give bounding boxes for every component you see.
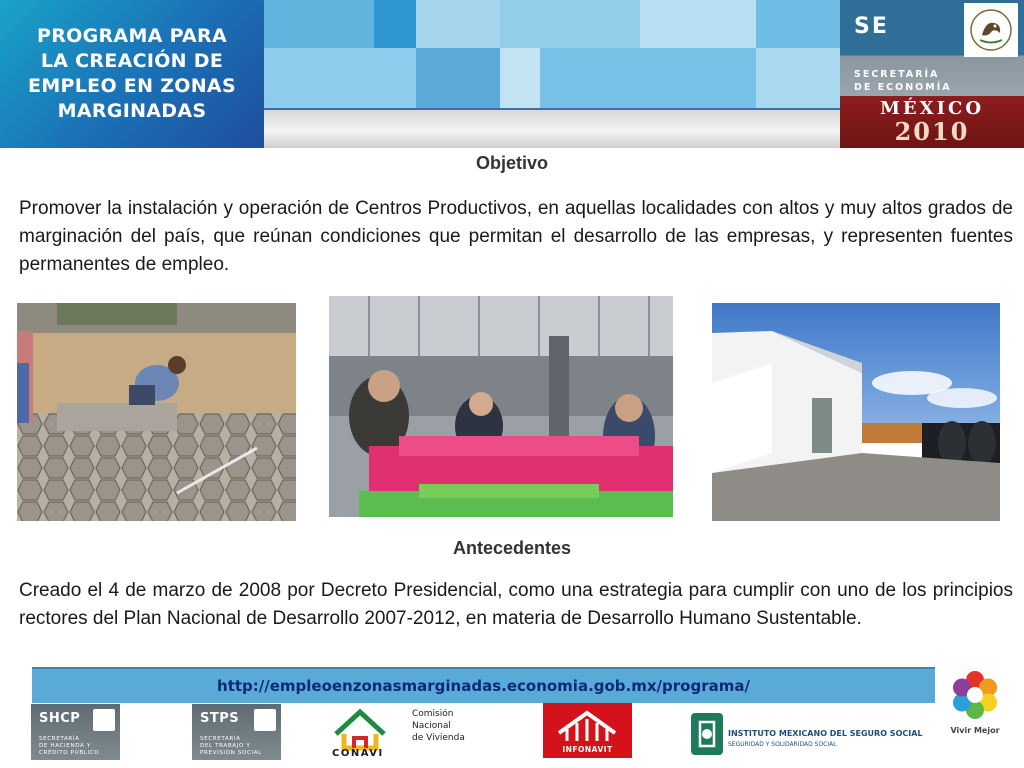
program-url-link[interactable]: http://empleoenzonasmarginadas.economia.gob.mx/programa/ — [217, 677, 750, 695]
header-gray-bar — [264, 110, 840, 148]
imss-logo — [690, 712, 923, 758]
antecedentes-heading: Antecedentes — [452, 538, 572, 558]
photo-paving-workers — [17, 303, 296, 521]
mosaic-tile — [374, 0, 416, 48]
program-title: PROGRAMA PARA LA CREACIÓN DE EMPLEO EN ZONAS MARGINADAS — [28, 25, 236, 122]
vivir-mejor-label: Vivir Mejor — [950, 726, 1000, 735]
vivir-mejor-logo — [945, 668, 1005, 740]
mexico-2010-logo — [840, 96, 1024, 148]
stps-logo — [192, 704, 281, 760]
mexican-coat-of-arms-icon — [93, 709, 115, 731]
stps-abbreviation: STPS — [200, 711, 240, 726]
program-url-banner — [32, 667, 935, 703]
infonavit-abbreviation: INFONAVIT — [562, 745, 613, 754]
mosaic-tile — [756, 0, 840, 48]
mosaic-tile — [756, 48, 840, 108]
mexican-coat-of-arms-icon — [254, 709, 276, 731]
imss-tagline: SEGURIDAD Y SOLIDARIDAD SOCIAL — [728, 741, 837, 748]
slide-header — [0, 0, 1024, 148]
mexican-coat-of-arms-icon — [964, 3, 1018, 57]
program-title-box — [0, 0, 264, 148]
mosaic-tile — [416, 48, 500, 108]
mosaic-tile — [500, 48, 540, 108]
shcp-abbreviation: SHCP — [39, 711, 81, 726]
vivir-mejor-flower-icon — [945, 668, 1005, 724]
imss-name: INSTITUTO MEXICANO DEL SEGURO SOCIAL — [728, 729, 923, 738]
conavi-logo — [330, 704, 480, 760]
mexico-year: 2010 — [894, 117, 970, 146]
mosaic-tile — [264, 48, 416, 108]
infonavit-house-icon — [543, 705, 632, 745]
secretaria-economia-logo — [840, 0, 1024, 96]
shcp-logo — [31, 704, 120, 760]
mosaic-tile — [640, 0, 756, 48]
mosaic-tile — [500, 0, 640, 48]
mosaic-tile — [540, 48, 756, 108]
conavi-abbreviation: CONAVI — [332, 748, 384, 759]
header-mosaic-banner — [264, 0, 840, 110]
mosaic-tile — [264, 0, 374, 48]
mosaic-tile — [416, 0, 500, 48]
conavi-name: Comisión Nacional de Vivienda — [412, 709, 465, 743]
photo-industrial-building — [712, 303, 1000, 521]
mexico-word: MÉXICO — [879, 98, 985, 119]
shcp-name: SECRETARÍA DE HACIENDA Y CRÉDITO PÚBLICO — [39, 736, 100, 756]
se-full-name: SECRETARÍA DE ECONOMÍA — [854, 69, 952, 93]
objetivo-paragraph: Promover la instalación y operación de Centros Productivos, en aquellas localidades con altos y muy altos grados de marginación del país, que reúnan condiciones que permitan el desarrollo de las empresas, y representen fuentes permanentes de empleo. — [19, 198, 1013, 275]
antecedentes-paragraph: Creado el 4 de marzo de 2008 por Decreto Presidencial, como una estrategia para cumplir con uno de los principios rectores del Plan Nacional de Desarrollo 2007-2012, en materia de Desarrollo Humano Sustentable. — [19, 580, 1013, 629]
stps-name: SECRETARÍA DEL TRABAJO Y PREVISIÓN SOCIAL — [200, 736, 262, 756]
imss-emblem-icon — [690, 712, 724, 756]
photo-factory-visit — [329, 296, 673, 517]
se-abbreviation: SE — [854, 14, 889, 39]
infonavit-logo — [543, 703, 632, 758]
objetivo-heading: Objetivo — [475, 153, 548, 173]
